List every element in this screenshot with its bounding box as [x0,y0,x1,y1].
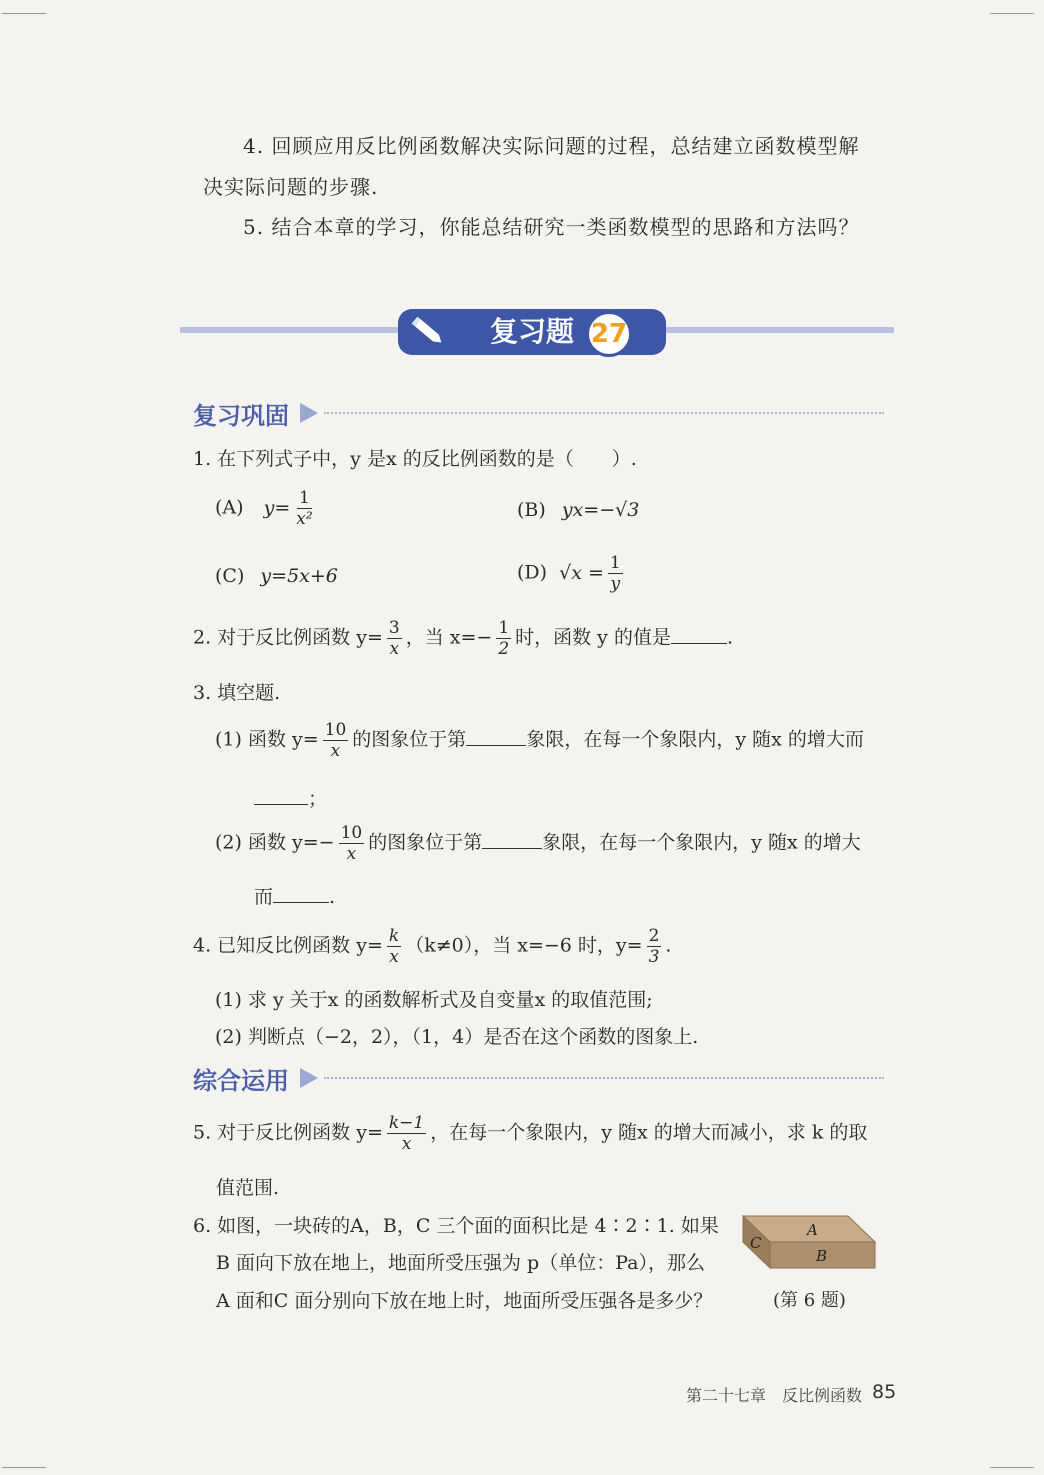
q3-p1-mid: 的图象位于第 [352,728,467,751]
section-title-review: 复习巩固 [193,402,289,430]
fraction: $\frac{k}{x}$ [388,926,400,967]
banner-title: 复习题 [490,315,575,348]
banner-rule-left [180,327,400,333]
option-b-expr: yx=−√3 [561,499,640,521]
q3-p1-pre: (1) 函数 y= [215,728,319,751]
crop-mark [990,1467,1034,1468]
section-divider [324,412,884,414]
q3-p2-line2: 而 [254,886,274,908]
figure-caption: (第 6 题) [773,1290,846,1311]
face-a-label: A [807,1221,818,1239]
crop-mark [2,13,46,14]
page-number: 85 [872,1381,897,1403]
brick-figure [740,1212,880,1274]
answer-blank[interactable] [254,786,308,805]
fraction: $\frac{2}{3}$ [648,926,660,967]
q3-part2 [215,823,861,864]
q4-sub2: (2) 判断点（−2，2），（1，4）是否在这个函数的图象上. [215,1026,699,1048]
q3-p2-mid: 的图象位于第 [368,831,483,854]
q4-pre: 4. 已知反比例函数 y= [193,934,383,957]
fraction: $\frac{1}{y}$ [609,553,621,594]
option-label: (A) [215,496,244,519]
footer-chapter: 第二十七章 反比例函数 [686,1386,863,1405]
q1-stem: 1. 在下列式子中，y 是x 的反比例函数的是（ ）. [193,448,637,470]
q5-line2: 值范围. [216,1177,280,1199]
q2-mid: ，当 x=− [405,626,493,649]
q2-pre: 2. 对于反比例函数 y= [193,626,383,649]
q4 [193,926,671,967]
q1-option-a [215,488,319,529]
face-c-label: C [750,1234,762,1252]
reflection-q4-line2: 决实际问题的步骤. [203,175,379,199]
q3-part1-line2 [254,786,327,812]
crop-mark [2,1467,46,1468]
fraction: $\frac{1}{2}$ [498,618,510,659]
q6-line1: 6. 如图，一块砖的A，B，C 三个面的面积比是 4∶2∶1. 如果 [193,1215,719,1237]
q5-pre: 5. 对于反比例函数 y= [193,1121,383,1144]
q3-stem: 3. 填空题. [193,682,281,704]
option-label: (D) [517,561,548,584]
option-label: (B) [517,499,546,521]
q4-end: . [665,934,672,957]
section-title-comprehensive: 综合运用 [193,1067,289,1095]
reflection-q5: 5. 结合本章的学习，你能总结研究一类函数模型的思路和方法吗？ [243,215,860,239]
section-divider [324,1077,884,1079]
fraction: $\frac{k-1}{x}$ [388,1113,425,1154]
answer-blank[interactable] [466,727,526,746]
reflection-q4-line1: 4. 回顾应用反比例函数解决实际问题的过程，总结建立函数模型解 [243,134,860,158]
q2 [193,618,733,659]
answer-blank[interactable] [273,884,329,903]
fraction: $\frac{10}{x}$ [324,720,347,761]
arrow-right-icon [300,403,318,423]
q2-post: 时，函数 y 的值是 [515,626,671,649]
q1-option-d [517,553,627,594]
q3-p2-post: 象限，在每一个象限内，y 随x 的增大 [542,831,861,854]
q6-line2: B 面向下放在地上，地面所受压强为 p（单位：Pa），那么 [216,1252,705,1274]
q5 [193,1113,867,1154]
option-label: (C) [215,565,245,587]
option-a-lhs: y= [263,496,291,519]
answer-blank[interactable] [671,625,727,644]
banner-rule-right [664,327,894,333]
q3-part1 [215,720,864,761]
q4-mid: （k≠0），当 x=−6 时，y= [405,934,643,957]
option-c-expr: y=5x+6 [260,565,338,587]
fraction: $\frac{3}{x}$ [388,618,400,659]
crop-mark [990,13,1034,14]
answer-blank[interactable] [482,830,542,849]
q3-p2-pre: (2) 函数 y=− [215,831,335,854]
q1-option-c [215,563,338,589]
fraction: $\frac{1}{\text{x²}}$ [296,488,313,529]
q3-p1-post: 象限，在每一个象限内，y 随x 的增大而 [526,728,864,751]
q5-post: ，在每一个象限内，y 随x 的增大而减小，求 k 的取 [430,1121,868,1144]
q3-part2-line2 [254,884,335,910]
pencil-icon [408,314,448,350]
q1-option-b [517,497,639,523]
fraction: $\frac{10}{x}$ [340,823,363,864]
q3-p2-end: . [329,886,336,908]
face-b-label: B [816,1247,828,1265]
q4-sub1: (1) 求 y 关于x 的函数解析式及自变量x 的取值范围; [215,989,653,1011]
q3-p1-end: ； [308,788,328,810]
arrow-right-icon [300,1068,318,1088]
q6-line3: A 面和C 面分别向下放在地上时，地面所受压强各是多少？ [216,1290,713,1312]
option-d-lhs: √x = [559,561,604,584]
q2-end: . [726,626,734,649]
banner-number-badge: 27 [586,311,632,357]
